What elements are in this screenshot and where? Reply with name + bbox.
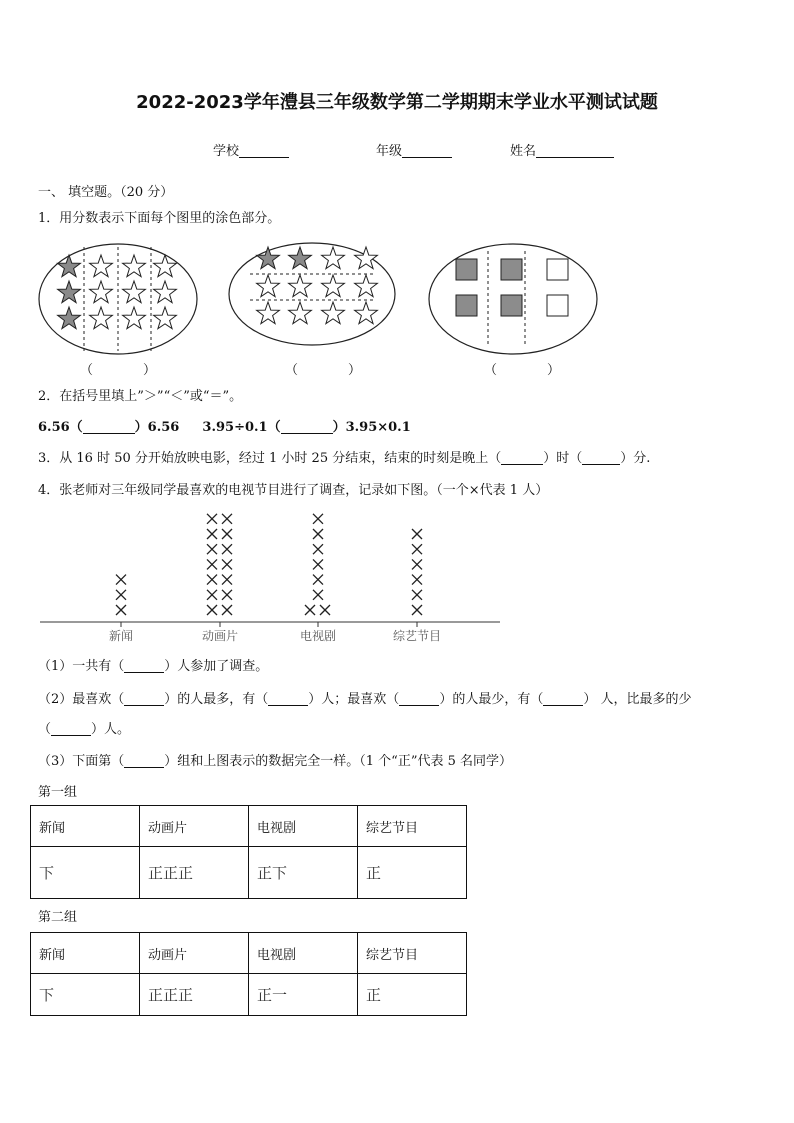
star [355, 275, 378, 297]
star [322, 247, 345, 269]
group1-header: 电视剧 [249, 806, 358, 847]
q4-sub2-f: （ [38, 722, 52, 737]
q3-end: ）分. [620, 451, 651, 466]
star [322, 275, 345, 297]
star [123, 281, 146, 303]
cross-mark [222, 590, 232, 600]
cross-mark [412, 559, 422, 569]
star-shaded [289, 247, 312, 269]
school-field [213, 140, 289, 159]
q4-sub1-b: ）人参加了调查。 [164, 659, 269, 674]
q2-text: 2．在括号里填上”＞”“＜”或“＝”。 [38, 389, 243, 404]
cross-mark [412, 544, 422, 554]
cross-mark [313, 559, 323, 569]
category-label: 电视剧 [299, 629, 337, 643]
q3-mid: ）时（ [543, 451, 583, 466]
cross-mark [412, 575, 422, 585]
square-shaded [501, 295, 522, 316]
star-shaded [58, 281, 81, 303]
cross-mark [116, 575, 126, 585]
q1-blank-1[interactable] [80, 359, 156, 378]
q4-sub2-e: ） 人，比最多的少 [583, 692, 692, 707]
q1-blank-3[interactable] [484, 359, 560, 378]
q4-sub2 [38, 688, 691, 707]
group2-tally: 正 [358, 974, 467, 1016]
q4-sub2-blank-5[interactable] [51, 721, 91, 736]
q4-sub2-blank-3[interactable] [399, 691, 439, 706]
cross-mark [412, 590, 422, 600]
cross-mark [412, 605, 422, 615]
star-shaded [257, 247, 280, 269]
star [154, 281, 177, 303]
square [547, 295, 568, 316]
grade-field [376, 140, 452, 159]
q4-sub1 [38, 655, 268, 674]
q4-sub2-blank-2[interactable] [268, 691, 308, 706]
group2-tally: 正正正 [140, 974, 249, 1016]
q1-figure-2 [228, 242, 396, 346]
name-label: 姓名 [510, 144, 537, 159]
star [90, 281, 113, 303]
cross-mark [207, 590, 217, 600]
cross-mark [305, 605, 315, 615]
grade-blank[interactable] [402, 143, 452, 158]
cross-mark [313, 590, 323, 600]
q2-blank-1[interactable] [83, 419, 135, 434]
school-label: 学校 [213, 144, 240, 159]
q4-sub2-a: （2）最喜欢（ [38, 692, 125, 707]
section-heading: 一、 填空题。（20 分） [38, 185, 174, 200]
cross-mark [207, 529, 217, 539]
group2-header: 电视剧 [249, 933, 358, 974]
cross-mark [116, 605, 126, 615]
q3-text [38, 447, 650, 466]
star [90, 255, 113, 277]
cross-mark [207, 575, 217, 585]
cross-mark [313, 575, 323, 585]
group1-header: 动画片 [140, 806, 249, 847]
cross-mark [207, 605, 217, 615]
q2-left: 6.56（ [38, 420, 83, 435]
paren-close: ） [143, 363, 157, 378]
cross-mark [207, 559, 217, 569]
name-blank[interactable] [536, 143, 614, 158]
cross-mark [222, 529, 232, 539]
group1-tally: 正 [358, 847, 467, 899]
cross-mark [207, 514, 217, 524]
q4-sub1-blank[interactable] [124, 658, 164, 673]
q4-sub2-b: ）的人最多，有（ [164, 692, 269, 707]
q1-blank-2[interactable] [285, 359, 361, 378]
paren-close: ） [348, 363, 362, 378]
page-title: 2022-2023学年澧县三年级数学第二学期期末学业水平测试试题 [136, 92, 658, 113]
cross-mark [222, 514, 232, 524]
group2-header: 新闻 [31, 933, 140, 974]
star [123, 307, 146, 329]
cross-mark [320, 605, 330, 615]
q4-sub2-blank-1[interactable] [124, 691, 164, 706]
q4-sub2-blank-4[interactable] [543, 691, 583, 706]
square-shaded [456, 295, 477, 316]
q1-text: 1．用分数表示下面每个图里的涂色部分。 [38, 211, 281, 226]
category-label: 综艺节目 [392, 629, 442, 643]
cross-mark [313, 529, 323, 539]
cross-mark [313, 544, 323, 554]
star [154, 307, 177, 329]
q3-prefix: 3．从 16 时 50 分开始放映电影，经过 1 小时 25 分结束，结束的时刻是晚上（ [38, 451, 502, 466]
group1-tally: 下 [31, 847, 140, 899]
square-shaded [456, 259, 477, 280]
grade-label: 年级 [376, 144, 403, 159]
q4-sub2-c: ）人；最喜欢（ [308, 692, 400, 707]
q2-end: ）3.95×0.1 [332, 420, 411, 435]
group1-tally: 正下 [249, 847, 358, 899]
q2-blank-2[interactable] [281, 419, 333, 434]
star [154, 255, 177, 277]
group1-header: 新闻 [31, 806, 140, 847]
square-shaded [501, 259, 522, 280]
star [257, 302, 280, 324]
group2-header: 综艺节目 [358, 933, 467, 974]
q1-figure-3 [428, 243, 598, 355]
cross-mark [412, 529, 422, 539]
star [355, 302, 378, 324]
star [322, 302, 345, 324]
group2-tally: 正一 [249, 974, 358, 1016]
q4-pictograph [40, 505, 510, 643]
star [90, 307, 113, 329]
category-label: 新闻 [108, 629, 134, 643]
cross-mark [222, 605, 232, 615]
q4-sub2-d: ）的人最少，有（ [439, 692, 544, 707]
name-field [510, 140, 614, 159]
star-shaded [58, 255, 81, 277]
q2-expr2: 3.95÷0.1（ [202, 420, 281, 435]
q2-problems [38, 416, 411, 435]
q4-sub1-a: （1）一共有（ [38, 659, 125, 674]
paren-open: （ [285, 363, 299, 378]
paren-open: （ [80, 363, 94, 378]
group2-header: 动画片 [140, 933, 249, 974]
q4-sub3-blank[interactable] [124, 753, 164, 768]
q2-mid: ）6.56 [134, 420, 180, 435]
star [289, 302, 312, 324]
star [257, 275, 280, 297]
group1-label: 第一组 [38, 785, 78, 800]
group2-table [30, 932, 467, 1016]
star-shaded [58, 307, 81, 329]
square [547, 259, 568, 280]
cross-mark [222, 575, 232, 585]
star [289, 275, 312, 297]
cross-mark [222, 544, 232, 554]
q4-sub2-g: ）人。 [91, 722, 131, 737]
group1-table [30, 805, 467, 899]
star [123, 255, 146, 277]
star [355, 247, 378, 269]
q4-sub3 [38, 750, 512, 769]
q3-blank-hour[interactable] [501, 450, 543, 465]
paren-open: （ [484, 363, 498, 378]
q4-sub2-cont [38, 718, 130, 737]
q4-sub3-a: （3）下面第（ [38, 754, 125, 769]
group1-header: 综艺节目 [358, 806, 467, 847]
q4-sub3-b: ）组和上图表示的数据完全一样。（1 个“正”代表 5 名同学） [164, 754, 513, 769]
group2-tally: 下 [31, 974, 140, 1016]
school-blank[interactable] [239, 143, 289, 158]
group1-tally: 正正正 [140, 847, 249, 899]
cross-mark [222, 559, 232, 569]
cross-mark [207, 544, 217, 554]
paren-close: ） [547, 363, 561, 378]
q3-blank-minute[interactable] [582, 450, 620, 465]
q4-text: 4．张老师对三年级同学最喜欢的电视节目进行了调查，记录如下图。（一个×代表 1 人） [38, 483, 549, 498]
cross-mark [116, 590, 126, 600]
cross-mark [313, 514, 323, 524]
category-label: 动画片 [201, 629, 239, 643]
q1-figure-1 [38, 243, 198, 355]
group2-label: 第二组 [38, 910, 78, 925]
